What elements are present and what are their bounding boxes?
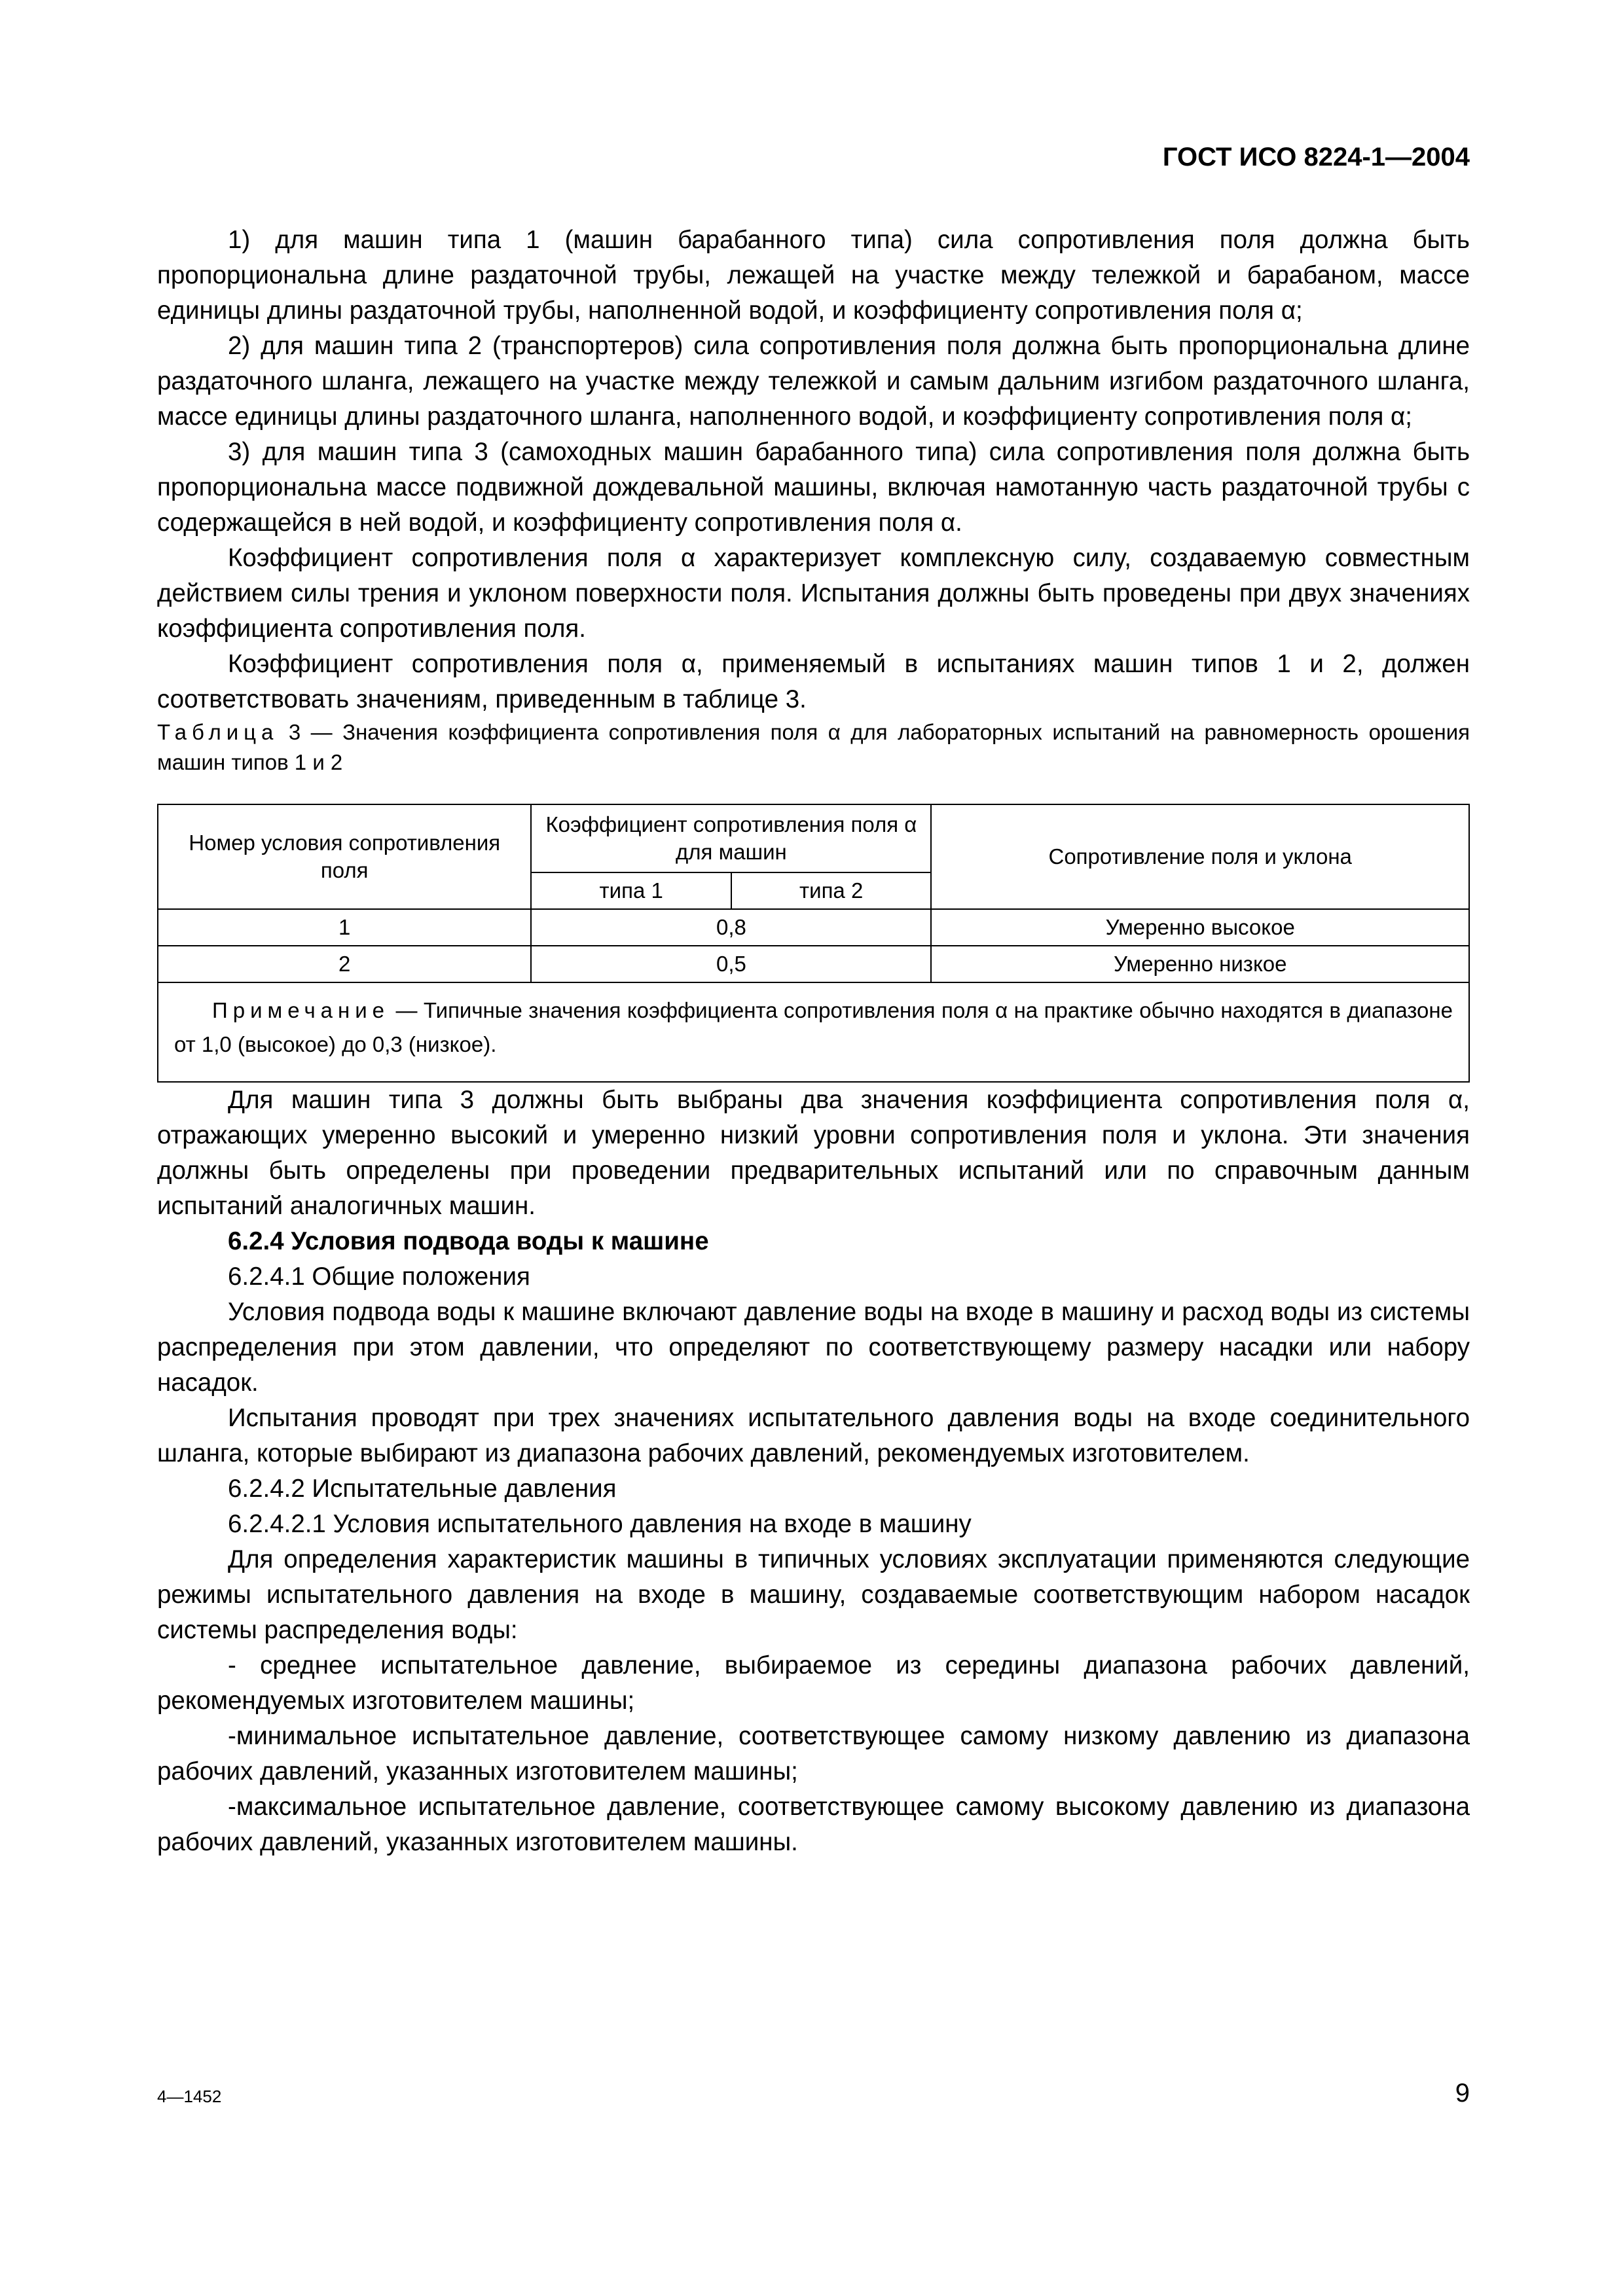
table-caption-label: Таблица [157, 720, 279, 744]
row-resistance: Умеренно низкое [931, 946, 1469, 982]
list-item: -максимальное испытательное давление, соответствующее самому высокому давлению из диапазона рабочих давлений, указанных изготовителем машины. [157, 1793, 1470, 1856]
table-header-row [158, 804, 1469, 872]
paragraph-type3: 3) для машин типа 3 (самоходных машин барабанного типа) сила сопротивления поля должна быть пропорциональна массе подвижной дождевальной машины, включая намотанную часть раздаточной трубы с содержащейся в ней водой, и коэффициенту сопротивления поля α. [157, 438, 1470, 537]
footer-code: 4—1452 [157, 2087, 222, 2106]
header-type1: типа 1 [531, 872, 731, 909]
table-note [158, 982, 1469, 1082]
row-number: 1 [158, 909, 531, 946]
table-caption [157, 717, 1470, 778]
page-number: 9 [1455, 2079, 1470, 2108]
list-item: -минимальное испытательное давление, соответствующее самому низкому давлению из диапазона рабочих давлений, указанных изготовителем машины; [157, 1722, 1470, 1785]
subsection-heading-6-2-4-2: 6.2.4.2 Испытательные давления [228, 1475, 617, 1503]
paragraph-coefficient-values: Коэффициент сопротивления поля α, применяемый в испытаниях машин типов 1 и 2, должен соответствовать значениям, приведенным в таблице 3. [157, 650, 1470, 713]
row-coefficient: 0,5 [531, 946, 931, 982]
subsection-heading-6-2-4-1: 6.2.4.1 Общие положения [228, 1263, 530, 1291]
row-coefficient: 0,8 [531, 909, 931, 946]
header-type2: типа 2 [731, 872, 931, 909]
paragraph-pressure-modes: Для определения характеристик машины в типичных условиях эксплуатации применяются следующие режимы испытательного давления на входе в машину, создаваемые соответствующим набором насадок системы распределения воды: [157, 1545, 1470, 1644]
table-row [158, 909, 1469, 946]
paragraph-type3-values: Для машин типа 3 должны быть выбраны два значения коэффициента сопротивления поля α, отражающих умеренно высокий и умеренно низкий уровни сопротивления поля и уклона. Эти значения должны быть определены при проведении предварительных испытаний или по справочным данным испытаний аналогичных машин. [157, 1086, 1470, 1220]
section-heading-6-2-4: 6.2.4 Условия подвода воды к машине [228, 1227, 709, 1255]
standard-header: ГОСТ ИСО 8224-1—2004 [1162, 143, 1470, 171]
note-label: Примечание [212, 998, 390, 1022]
paragraph-coefficient: Коэффициент сопротивления поля α характеризует комплексную силу, создаваемую совместным действием силы трения и уклоном поверхности поля. Испытания должны быть проведены при двух значениях коэффициента сопротивления поля. [157, 544, 1470, 643]
document-body [157, 223, 1470, 1860]
list-item: - среднее испытательное давление, выбираемое из середины диапазона рабочих давлений, рекомендуемых изготовителем машины; [157, 1651, 1470, 1715]
paragraph-water-supply: Условия подвода воды к машине включают давление воды на входе в машину и расход воды из системы распределения при этом давлении, что определяют по соответствующему размеру насадки или набору насадок. [157, 1298, 1470, 1397]
paragraph-type1: 1) для машин типа 1 (машин барабанного типа) сила сопротивления поля должна быть пропорциональна длине раздаточной трубы, лежащей на участке между тележкой и барабаном, массе единицы длины раздаточной трубы, наполненной водой, и коэффициенту сопротивления поля α; [157, 226, 1470, 325]
row-number: 2 [158, 946, 531, 982]
subsection-heading-6-2-4-2-1: 6.2.4.2.1 Условия испытательного давления на входе в машину [228, 1510, 972, 1538]
coefficient-table [157, 804, 1470, 1083]
note-text: — Типичные значения коэффициента сопротивления поля α на практике обычно находятся в диапазоне от 1,0 (высокое) до 0,3 (низкое). [174, 998, 1453, 1056]
paragraph-test-pressures: Испытания проводят при трех значениях испытательного давления воды на входе соединительного шланга, которые выбирают из диапазона рабочих давлений, рекомендуемых изготовителем. [157, 1404, 1470, 1467]
header-coefficient: Коэффициент сопротивления поля α для машин [531, 804, 931, 872]
table-caption-text: 3 — Значения коэффициента сопротивления поля α для лабораторных испытаний на равномерность орошения машин типов 1 и 2 [157, 720, 1470, 774]
header-resistance: Сопротивление поля и уклона [931, 804, 1469, 909]
table-note-row [158, 982, 1469, 1082]
paragraph-type2: 2) для машин типа 2 (транспортеров) сила сопротивления поля должна быть пропорциональна длине раздаточного шланга, лежащего на участке между тележкой и самым дальним изгибом раздаточного шланга, массе единицы длины раздаточного шланга, наполненного водой, и коэффициенту сопротивления поля α; [157, 332, 1470, 431]
header-condition: Номер условия сопротивления поля [158, 804, 531, 909]
table-row [158, 946, 1469, 982]
row-resistance: Умеренно высокое [931, 909, 1469, 946]
